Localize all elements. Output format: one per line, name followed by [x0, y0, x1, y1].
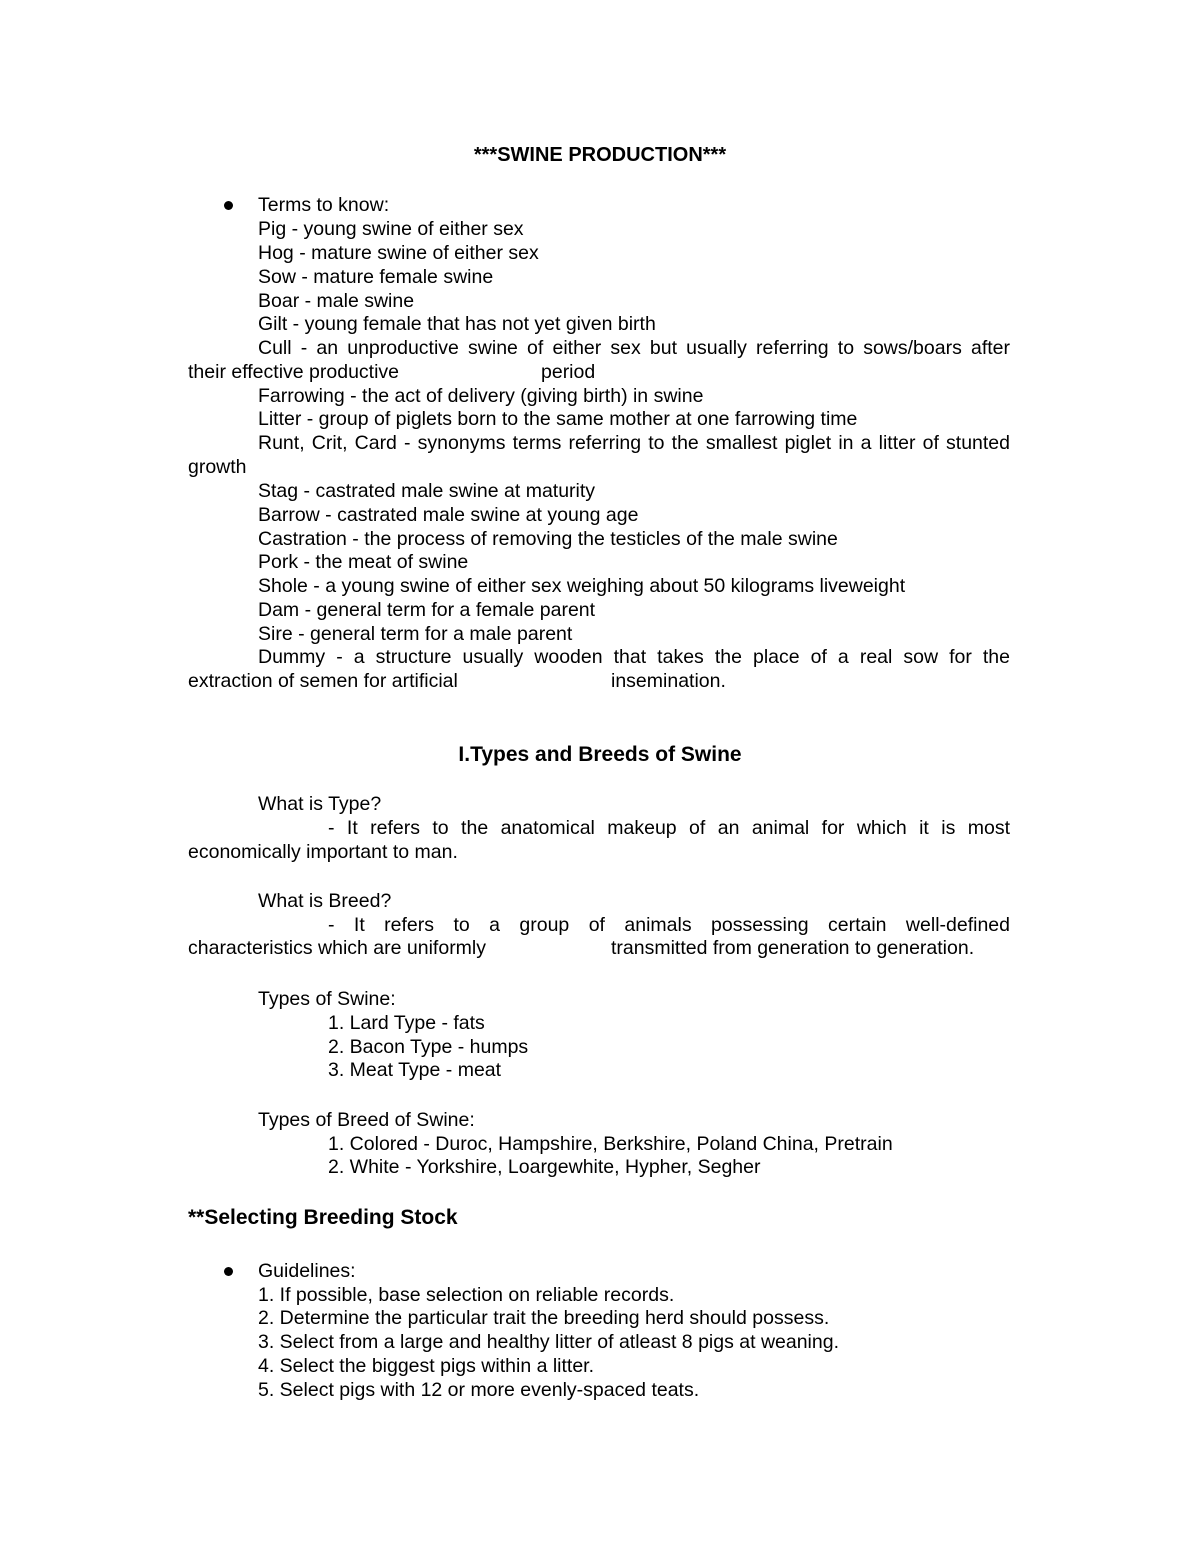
term-cull: Cull - an unproductive swine of either sex but usually referring to sows/boars after	[258, 337, 1010, 359]
section-heading: **Selecting Breeding Stock	[188, 1206, 458, 1229]
term-runt: Runt, Crit, Card - synonyms terms referring to the smallest piglet in a litter of stunted growth	[188, 432, 1010, 478]
breed-answer-cont: transmitted from generation to generation.	[611, 937, 975, 959]
breed-answer-cont: characteristics which are uniformly	[188, 937, 487, 959]
term-dummy-cont: extraction of semen for artificial	[188, 670, 458, 692]
term-dummy-cont: insemination.	[611, 670, 726, 692]
guideline-item: 5. Select pigs with 12 or more evenly-spaced teats.	[258, 1379, 700, 1401]
term-item: Pork - the meat of swine	[258, 551, 469, 573]
term-item: Stag - castrated male swine at maturity	[258, 480, 596, 502]
term-item: Farrowing - the act of delivery (giving birth) in swine	[258, 385, 704, 407]
type-item: 1. Lard Type - fats	[328, 1012, 485, 1034]
breeds-label: Types of Breed of Swine:	[258, 1109, 475, 1131]
term-item: Hog - mature swine of either sex	[258, 242, 539, 264]
term-item: Sire - general term for a male parent	[258, 623, 573, 645]
term-item: Gilt - young female that has not yet given birth	[258, 313, 656, 335]
bullet-icon	[224, 201, 233, 210]
bullet-icon	[224, 1267, 233, 1276]
term-item: Boar - male swine	[258, 290, 415, 312]
guideline-item: 1. If possible, base selection on reliable records.	[258, 1284, 675, 1306]
type-question: What is Type?	[258, 793, 382, 815]
term-item: Dam - general term for a female parent	[258, 599, 596, 621]
term-item: Sow - mature female swine	[258, 266, 494, 288]
guideline-item: 3. Select from a large and healthy litter of atleast 8 pigs at weaning.	[258, 1331, 840, 1353]
types-label: Types of Swine:	[258, 988, 396, 1010]
type-answer: - It refers to the anatomical makeup of an animal for which it is most economically important to man.	[188, 817, 1010, 863]
term-item: Shole - a young swine of either sex weighing about 50 kilograms liveweight	[258, 575, 906, 597]
term-dummy: Dummy - a structure usually wooden that takes the place of a real sow for the	[258, 646, 1010, 668]
term-cull-cont: their effective productive	[188, 361, 400, 383]
breed-item: 1. Colored - Duroc, Hampshire, Berkshire, Poland China, Pretrain	[328, 1133, 893, 1155]
type-item: 2. Bacon Type - humps	[328, 1036, 529, 1058]
guideline-item: 2. Determine the particular trait the breeding herd should possess.	[258, 1307, 830, 1329]
breed-item: 2. White - Yorkshire, Loargewhite, Hypher, Segher	[328, 1156, 761, 1178]
term-item: Litter - group of piglets born to the same mother at one farrowing time	[258, 408, 858, 430]
term-item: Castration - the process of removing the testicles of the male swine	[258, 528, 838, 550]
term-item: Pig - young swine of either sex	[258, 218, 524, 240]
guidelines-intro: Guidelines:	[258, 1260, 356, 1282]
terms-intro: Terms to know:	[258, 194, 390, 216]
page-title: ***SWINE PRODUCTION***	[473, 144, 727, 166]
type-item: 3. Meat Type - meat	[328, 1059, 502, 1081]
breed-answer: - It refers to a group of animals possessing certain well-defined	[328, 914, 1010, 936]
section-heading: I.Types and Breeds of Swine	[458, 743, 742, 766]
term-cull-cont: period	[541, 361, 596, 383]
guideline-item: 4. Select the biggest pigs within a litter.	[258, 1355, 595, 1377]
breed-question: What is Breed?	[258, 890, 392, 912]
term-item: Barrow - castrated male swine at young age	[258, 504, 639, 526]
